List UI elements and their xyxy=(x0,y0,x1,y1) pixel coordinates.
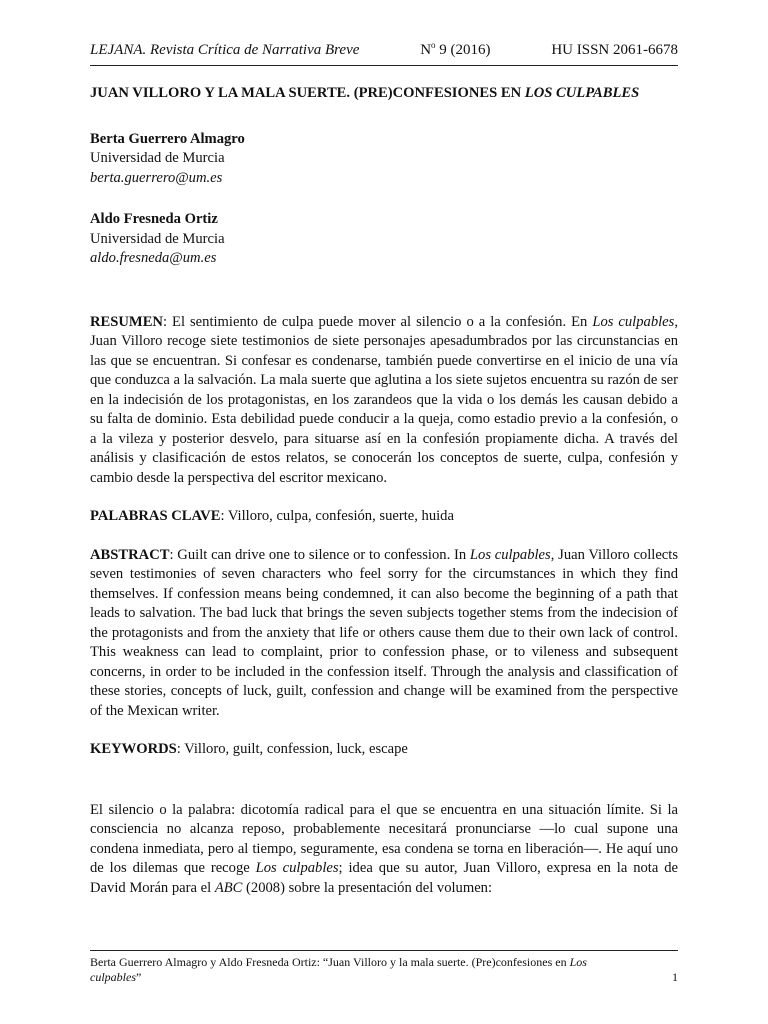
author-affiliation: Universidad de Murcia xyxy=(90,230,225,247)
author-affiliation: Universidad de Murcia xyxy=(90,150,225,166)
body-paragraph: El silencio o la palabra: dicotomía radical para el que se encuentra en una situación límite. Si la consciencia no alcanza reposo, probablemente necesitará pronunciarse —lo cual supone una condena inmediata, pero al tiempo, seguramente, esa condena se torna en liberación—. He aquí uno de los dilemas que recoge Los culpables; idea que su autor, Juan Villoro, expresa en la nota de David Morán para el ABC (2008) sobre la presentación del volumen: xyxy=(90,801,679,896)
resumen-paragraph: RESUMEN: El sentimiento de culpa puede mover al silencio o a la confesión. En Los culpables, Juan Villoro recoge siete testimonios de siete personajes apesadumbrados por las circunstancias en las que se encuentran. Si confesar es condenarse, también puede convertirse en el inicio de una vía que conduzca a la salvación. La mala suerte que aglutina a los siete sujetos encuentra su razón de ser en la indecisión de los protagonistas, en los zarandeos que la vida o los demás les causan debido a su falta de dominio. Esta debilidad puede conducir a la queja, como estadio previo a la confesión, o a la vileza y posterior desvelo, para situarse así en la confesión propiamente dicha. A través del análisis y clasificación de estos relatos, se conocerán los conceptos de suerte, culpa, confesión y cambio desde la perspectiva del escritor mexicano. xyxy=(90,313,678,486)
author-name: Berta Guerrero Almagro xyxy=(90,130,245,147)
issue-number: $N^o$ 9 (2016) xyxy=(420,40,491,58)
palabras-clave: PALABRAS CLAVE: Villoro, culpa, confesión, suerte, huida xyxy=(90,508,454,524)
journal-name: LEJANA. Revista Crítica de Narrativa Breve xyxy=(90,42,360,58)
page-footer xyxy=(90,950,678,985)
article-content xyxy=(90,84,678,917)
author-email[interactable]: berta.guerrero@um.es xyxy=(90,169,223,186)
author-1 xyxy=(90,130,678,189)
article-title: JUAN VILLORO Y LA MALA SUERTE. (PRE)CONFESIONES EN LOS CULPABLES xyxy=(90,85,640,101)
keywords: KEYWORDS: Villoro, guilt, confession, luck, escape xyxy=(90,741,408,757)
author-email[interactable]: aldo.fresneda@um.es xyxy=(90,250,217,266)
running-header xyxy=(90,40,678,66)
citation-line-2: culpables” 1 xyxy=(90,970,678,984)
spacer xyxy=(90,291,678,313)
spacer xyxy=(90,779,678,801)
author-name: Aldo Fresneda Ortiz xyxy=(90,211,218,227)
author-2 xyxy=(90,210,678,269)
citation-line: Berta Guerrero Almagro y Aldo Fresneda Ortiz: “Juan Villoro y la mala suerte. (Pre)confesiones en Los xyxy=(90,955,587,969)
issn: HU ISSN 2061-6678 xyxy=(551,42,678,58)
abstract-paragraph: ABSTRACT: Guilt can drive one to silence or to confession. In Los culpables, Juan Villoro collects seven testimonies of seven characters who feel sorry for the circumstances in which they find themselves. If confession means being condemned, it can also become the beginning of a path that leads to salvation. The bad luck that brings the seven subjects together stems from the indecision of the protagonists and from the anxiety that life or others cause them due to their own lack of control. This weakness can lead to complaint, prior to confession phase, or to vileness and subsequent concerns, in order to be included in the confession itself. Through the analysis and classification of these stories, concepts of luck, guilt, confession and change will be examined from the perspective of the Mexican writer. xyxy=(90,546,679,719)
page-number: 1 xyxy=(672,970,678,984)
